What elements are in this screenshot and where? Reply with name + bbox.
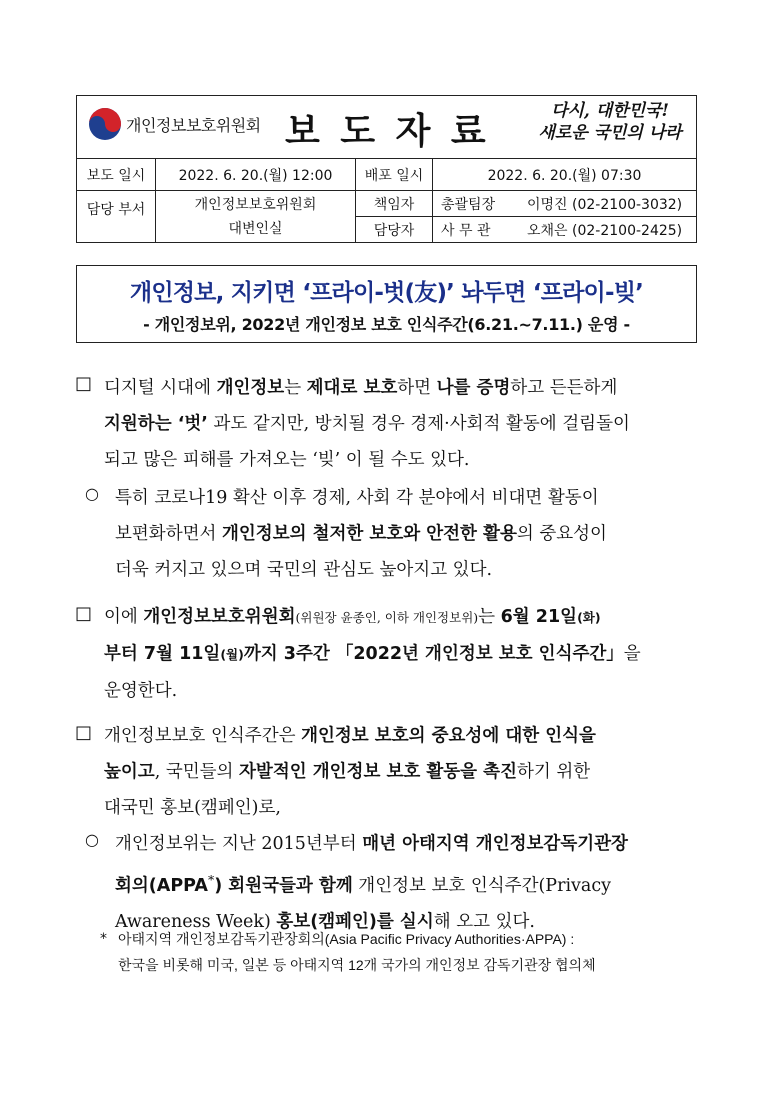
paragraph-3: 이에 개인정보보호위원회(위원장 윤종인, 이하 개인정보위)는 6월 21일(화) 부터 7월 11일(월)까지 3주간 「2022년 개인정보 보호 인식주간」을 운영한다. — [104, 607, 641, 701]
government-emblem-icon — [88, 107, 122, 141]
contact-value — [432, 216, 697, 243]
circle-bullet: ○ — [85, 830, 99, 849]
manager-value — [432, 190, 697, 217]
distribute-label: 배포 일시 — [355, 158, 433, 191]
slogan-line-1: 다시, 대한민국! — [551, 101, 669, 121]
contact-title: 사 무 관 — [441, 222, 491, 239]
dept-value-line-2: 대변인실 — [228, 220, 283, 237]
slogan-line-2: 새로운 국민의 나라 — [538, 123, 682, 143]
slogan — [535, 100, 685, 144]
release-label: 보도 일시 — [76, 158, 156, 191]
footnote-star: * — [100, 931, 107, 947]
release-value: 2022. 6. 20.(월) 12:00 — [155, 158, 356, 191]
square-bullet: □ — [75, 603, 93, 624]
dept-label: 담당 부서 — [76, 190, 156, 243]
headline-subtitle: - 개인정보위, 2022년 개인정보 보호 인식주간(6.21.~7.11.) 운영 - — [143, 315, 630, 334]
paragraph-1: 디지털 시대에 개인정보는 제대로 보호하면 나를 증명하고 든든하게 지원하는 ‘벗’ 과도 같지만, 방치될 경우 경제·사회적 활동에 걸림돌이 되고 많은 피해를 가져오는 ‘빚’ 이 될 수도 있다. — [104, 378, 630, 470]
square-bullet: □ — [75, 722, 93, 743]
contact-label: 담당자 — [355, 216, 433, 243]
square-bullet: □ — [75, 373, 93, 394]
distribute-value: 2022. 6. 20.(월) 07:30 — [432, 158, 697, 191]
paragraph-5: 개인정보위는 지난 2015년부터 매년 아태지역 개인정보감독기관장 회의(APPA*) 회원국들과 함께 개인정보 보호 인식주간(Privacy Awareness Week) 홍보(캠페인)를 실시해 오고 있다. — [115, 834, 628, 932]
contact-contact: 오채은 (02-2100-2425) — [527, 222, 683, 239]
headline-title: 개인정보, 지키면 ‘프라이-벗(友)’ 놔두면 ‘프라이-빚’ — [129, 280, 644, 306]
manager-label: 책임자 — [355, 190, 433, 217]
manager-contact: 이명진 (02-2100-3032) — [527, 196, 683, 213]
paragraph-4: 개인정보보호 인식주간은 개인정보 보호의 중요성에 대한 인식을 높이고, 국민들의 자발적인 개인정보 보호 활동을 촉진하기 위한 대국민 홍보(캠페인)로, — [104, 726, 596, 818]
document-title: 보 도 자 료 — [285, 111, 490, 152]
agency-name: 개인정보보호위원회 — [126, 118, 261, 135]
dept-value-line-1: 개인정보보호위원회 — [194, 196, 317, 213]
paragraph-2: 특히 코로나19 확산 이후 경제, 사회 각 분야에서 비대면 활동이 보편화하면서 개인정보의 철저한 보호와 안전한 활용의 중요성이 더욱 커지고 있으며 국민의 관심도 높아지고 있다. — [115, 488, 607, 580]
circle-bullet: ○ — [85, 484, 99, 503]
footnote: 아태지역 개인정보감독기관장회의(Asia Pacific Privacy Authorities·APPA) : 한국을 비롯해 미국, 일본 등 아태지역 12개 국가의 개인정보 감독기관장 협의체 — [118, 931, 596, 973]
dept-value — [155, 190, 356, 243]
manager-title: 총괄팀장 — [441, 196, 496, 213]
